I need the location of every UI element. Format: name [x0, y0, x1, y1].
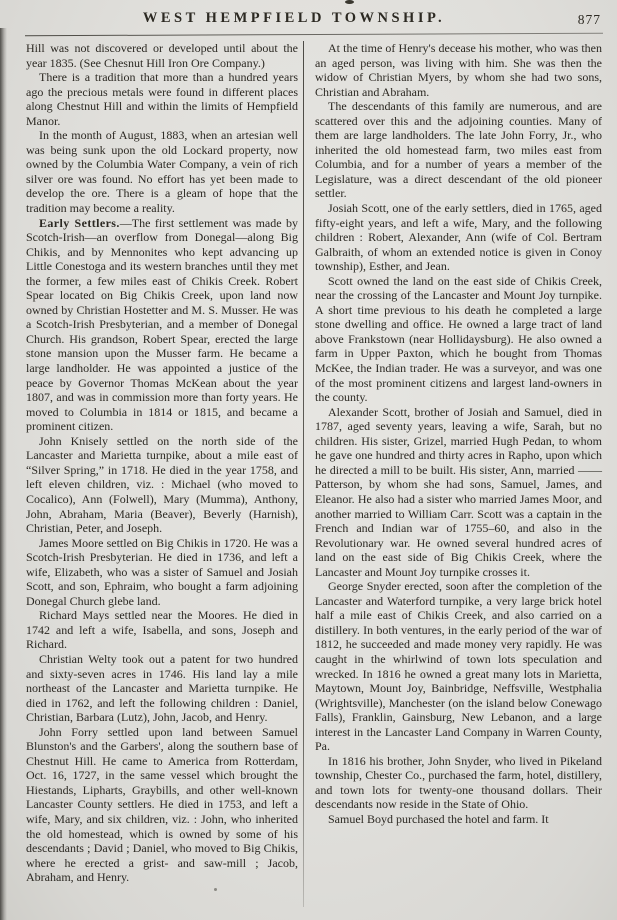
paragraph: Christian Welty took out a patent for two hundred and sixty-seven acres in 1746. His land lay a mile northeast of the Lancaster and Marietta turnpike. He died in 1762, and left the following children : Daniel, Christian, Barbara (Lutz), John, Jacob, and Henry. [26, 651, 298, 725]
scan-speck [345, 0, 354, 4]
paragraph: John Knisely settled on the north side of the Lancaster and Marietta turnpike, about a mile east of “Silver Spring,” in 1718. He died in the year 1758, and left eleven children, viz. : Michael (who moved to Cocalico), Ann (Folwell), Mary (Mumma), Anthony, John, Abraham, Maria (Beaver), Beverly (Harnish), Christian, Peter, and Joseph. [26, 433, 298, 536]
right-column [304, 41, 602, 914]
text-columns [26, 41, 602, 914]
page-header [25, 10, 603, 32]
left-column [26, 41, 298, 914]
paragraph: At the time of Henry's decease his mother, who was then an aged person, was living with him. She was then the widow of Christian Myers, by whom she had two sons, Christian and Abraham. [315, 41, 602, 99]
paragraph: Early Settlers.—The first settlement was made by Scotch-Irish—an overflow from Donegal—along Big Chikis, and by Mennonites who kept advancing up Little Conestoga and its western branches until they met the former, a few miles east of Chikis Creek. Robert Spear located on Big Chikis Creek, upon land now owned by Christian Hostetter and M. S. Musser. He was a Scotch-Irish Presbyterian, and a member of Donegal Church. His grandson, Robert Spear, erected the large stone mansion upon the Musser farm. He became a large landholder. He was appointed a justice of the peace by Governor Thomas McKean about the year 1807, and was in commission more than forty years. He moved to Columbia in 1814 or 1815, and became a prominent citizen. [26, 215, 299, 434]
paragraph: John Forry settled upon land between Samuel Blunston's and the Garbers', along the southern base of Chestnut Hill. He came to America from Rotterdam, Oct. 16, 1727, in the same vessel which brought the Hiestands, Lipharts, Graybills, and other well-known Lancaster County settlers. He died in 1753, and left a wife, Mary, and six children, viz. : John, who inherited the old homestead, which is owned by some of his descendants ; David ; Daniel, who moved to Big Chikis, where he erected a grist- and saw-mill ; Jacob, Abraham, and Henry. [26, 724, 298, 885]
paragraph: James Moore settled on Big Chikis in 1720. He was a Scotch-Irish Presbyterian. He died in 1736, and left a wife, Elizabeth, who was a sister of Samuel and Josiah Scott, and son, Ephraim, who bought a farm adjoining Donegal Church glebe land. [26, 535, 298, 608]
paragraph: Josiah Scott, one of the early settlers, died in 1765, aged fifty-eight years, and left a wife, Mary, and the following children : Robert, Alexander, Ann (wife of Col. Bertram Galbraith, of whom an extended notice is given in Conoy township), Esther, and Jean. [315, 201, 602, 274]
paragraph: Alexander Scott, brother of Josiah and Samuel, died in 1787, aged seventy years, leaving a wife, Sarah, but no children. His sister, Grizel, married Hugh Pedan, to whom he gave one hundred and thirty acres in Rapho, upon which he directed a mill to be built. His sister, Ann, married —— Patterson, by whom she had sons, Samuel, James, and Eleanor. He also had a sister who married James Moor, and another married to William Carr. Scott was a captain in the French and Indian war of 1755–60, and also in the Revolutionary war. He owned several hundred acres of land on the east side of Big Chikis Creek, where the Lancaster and Mount Joy turnpike crosses it. [315, 404, 602, 579]
running-title: WEST HEMPFIELD TOWNSHIP. [142, 10, 446, 26]
scan-edge-shadow [0, 28, 7, 920]
paragraph: Samuel Boyd purchased the hotel and farm. It [328, 811, 549, 826]
paragraph: Hill was not discovered or developed until about the year 1835. (See Chesnut Hill Iron Ore Company.) [26, 41, 298, 70]
paragraph-lead: Early Settlers. [39, 215, 120, 230]
paragraph: In 1816 his brother, John Snyder, who lived in Pikeland township, Chester Co., purchased the farm, hotel, distillery, and town lots for twenty-one thousand dollars. Their descendants now reside in the State of Ohio. [315, 753, 602, 812]
paragraph: Richard Mays settled near the Moores. He died in 1742 and left a wife, Isabella, and sons, Joseph and Richard. [26, 608, 298, 652]
paragraph: There is a tradition that more than a hundred years ago the precious metals were found in different places along Chestnut Hill and within the limits of Hempfield Manor. [26, 70, 298, 128]
page-number: 877 [577, 12, 601, 27]
paragraph: In the month of August, 1883, when an artesian well was being sunk upon the old Lockard property, now owned by the Columbia Water Company, a vein of rich silver ore was found. No effort has yet been made to develop the ore. There is a gleam of hope that the tradition may become a reality. [26, 128, 298, 216]
header-rule [25, 33, 603, 37]
paragraph: Scott owned the land on the east side of Chikis Creek, near the crossing of the Lancaster and Mount Joy turnpike. A short time previous to his death he completed a large stone dwelling and office. He owned a large tract of land above Frankstown (near Hollidaysburg). He also owned a farm in Upper Paxton, which he bought from Thomas McKee, the Indian trader. He was a surveyor, and was one of the most prominent citizens and largest land-owners in the county. [315, 273, 602, 405]
paragraph: The descendants of this family are numerous, and are scattered over this and the adjoining counties. Many of them are large landholders. The late John Forry, Jr., who inherited the old homestead farm, two miles east from Columbia, and for a number of years a member of the Legislature, was a direct descendant of the old pioneer settler. [315, 99, 602, 201]
paragraph: George Snyder erected, soon after the completion of the Lancaster and Waterford turnpike, a very large brick hotel half a mile east of Chikis Creek, and also carried on a distillery. In both ventures, in the early period of the war of 1812, he succeeded and made money very rapidly. He was caught in the whirlwind of town lots speculation and wrecked. In 1816 he owned a great many lots in Marietta, Maytown, Mount Joy, Bainbridge, Neffsville, Westphalia (Wrightsville), Manchester (on the island below Conewago Falls), Franklin, Gainsburg, New Lebanon, and a large interest in the Lancaster Land Company in Warren County, Pa. [315, 579, 602, 754]
